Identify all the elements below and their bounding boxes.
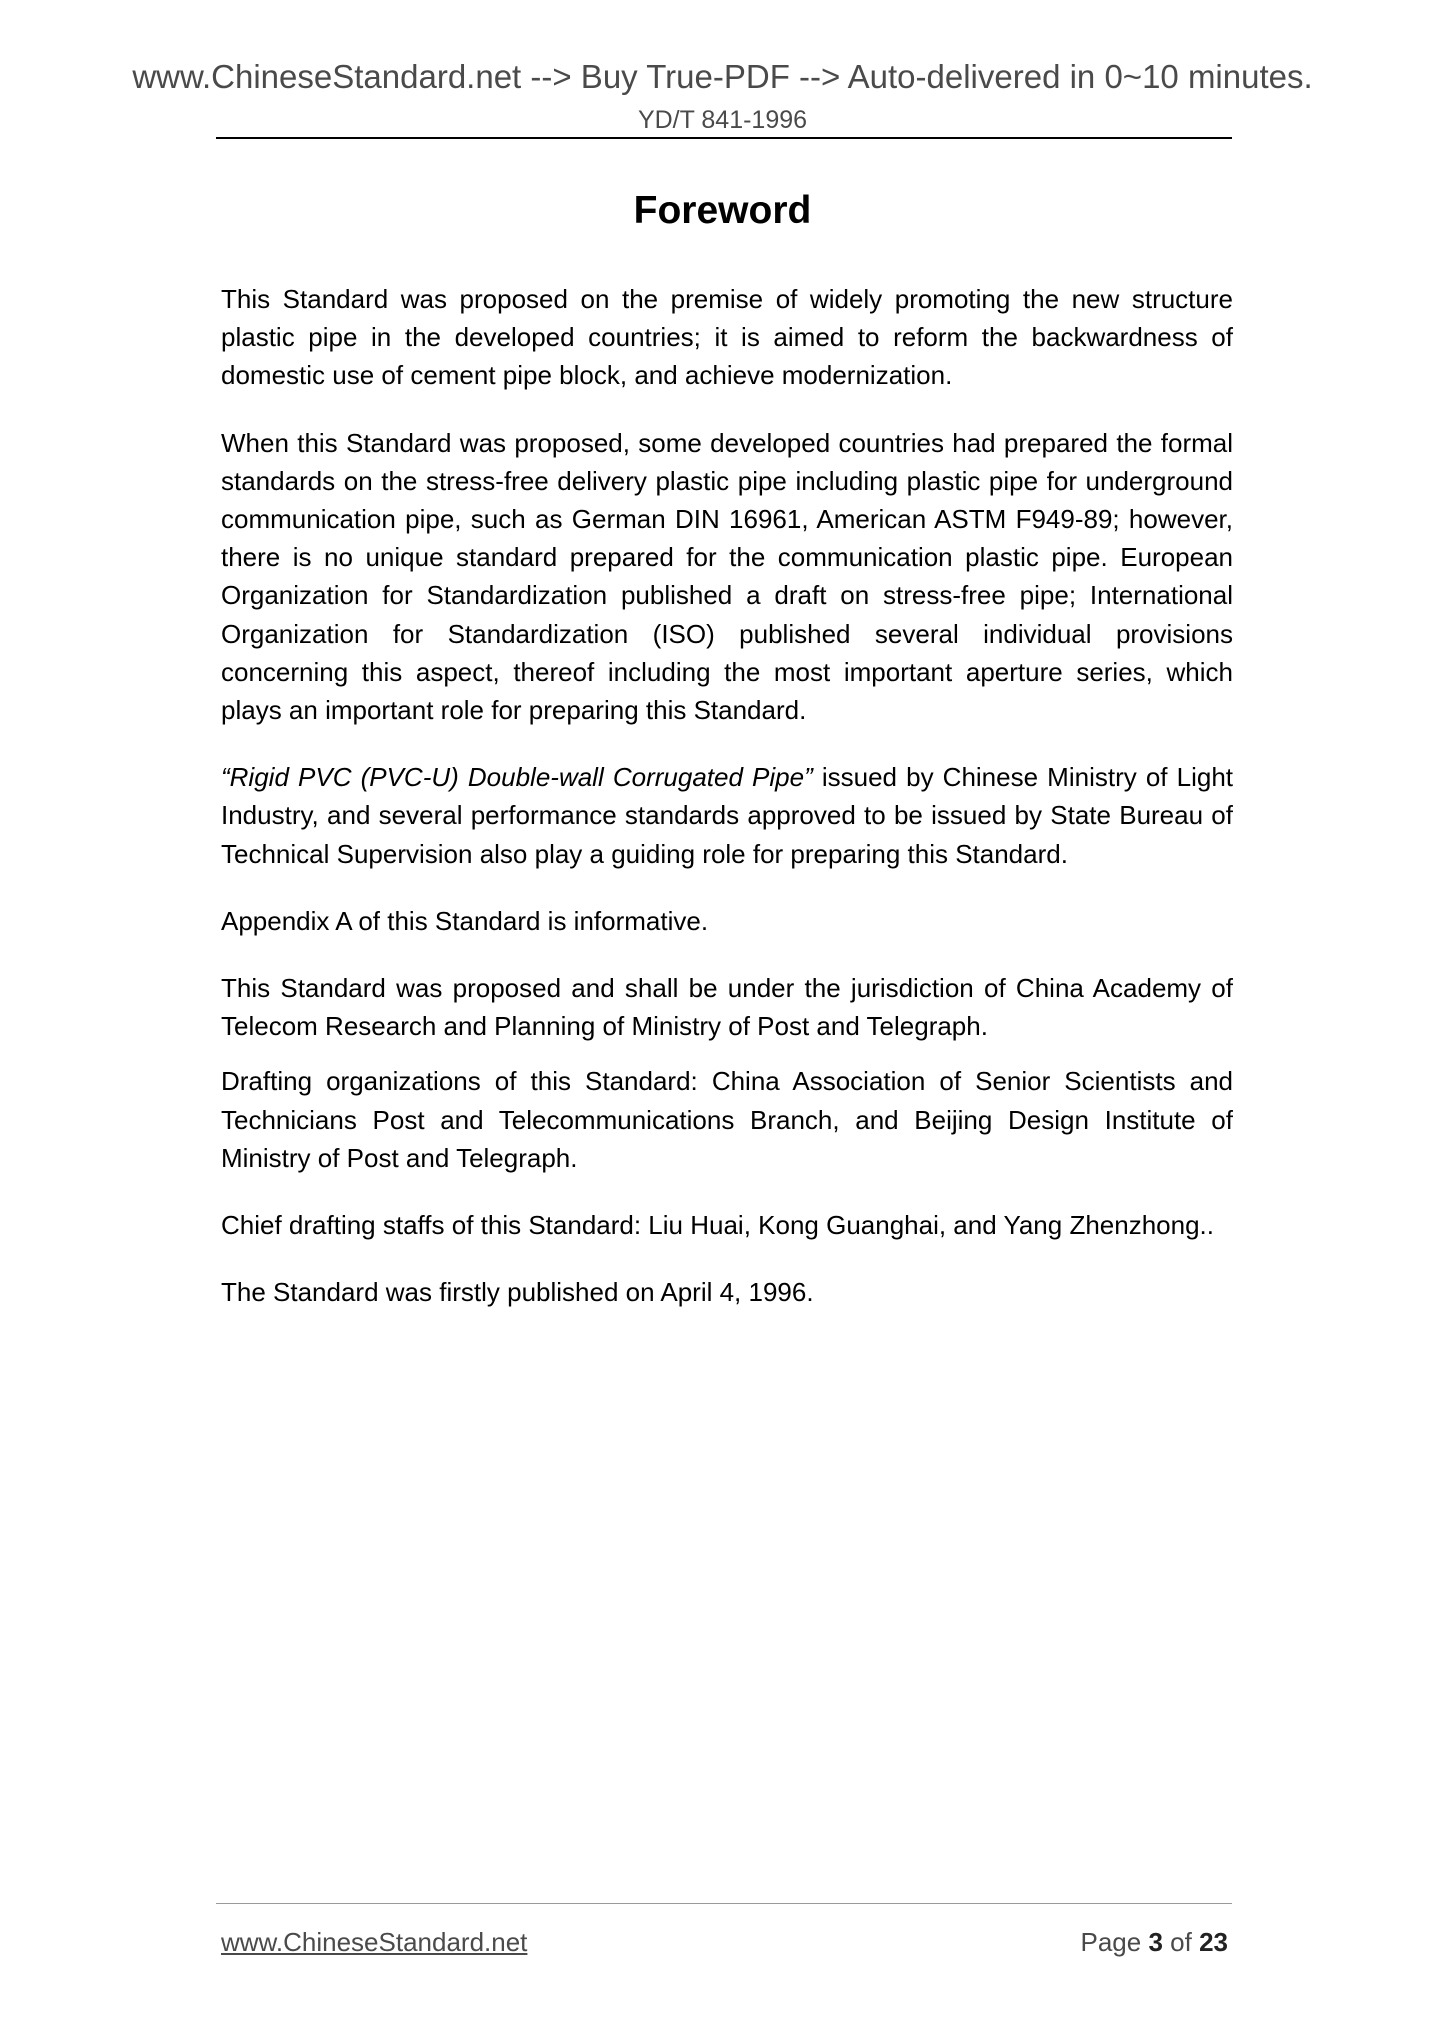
header-divider <box>216 137 1232 139</box>
paragraph-drafting-staff: Chief drafting staffs of this Standard: Liu Huai, Kong Guanghai, and Yang Zhenzhong.. <box>221 1210 1215 1241</box>
page-title: Foreword <box>633 189 812 232</box>
paragraph-references <box>221 758 1233 873</box>
paragraph-references-text: issued by Chinese Ministry of Light Industry, and several performance standards approved to be issued by State Bureau of Technical Supervision also play a guiding role for preparing this Standard. <box>221 762 1234 869</box>
foreword-body <box>221 280 1233 1340</box>
paragraph-drafting-organizations: Drafting organizations of this Standard: China Association of Senior Scientists and Technicians Post and Telecommunications Branch, and Beijing Design Institute of Ministry of Post and Telegraph. <box>221 1066 1233 1173</box>
footer-website-link[interactable]: www.ChineseStandard.net <box>221 1927 528 1957</box>
page-indicator <box>1080 1927 1228 1958</box>
footer-divider <box>216 1903 1232 1904</box>
paragraph-publication: The Standard was firstly published on April 4, 1996. <box>221 1277 814 1308</box>
paragraph-jurisdiction: This Standard was proposed and shall be under the jurisdiction of China Academy of Telecom Research and Planning of Ministry of Post and Telegraph. <box>221 973 1233 1042</box>
header-banner: www.ChineseStandard.net --> Buy True-PDF --> Auto-delivered in 0~10 minutes. <box>132 58 1313 95</box>
referenced-standard-title: “Rigid PVC (PVC-U) Double-wall Corrugated Pipe” <box>221 762 813 793</box>
page-total: 23 <box>1199 1927 1228 1957</box>
page-current: 3 <box>1148 1927 1163 1957</box>
page-of: of <box>1170 1927 1192 1957</box>
paragraph-purpose: This Standard was proposed on the premise of widely promoting the new structure plastic pipe in the developed countries; it is aimed to reform the backwardness of domestic use of cement pipe block, and achieve modernization. <box>221 284 1233 391</box>
paragraph-background: When this Standard was proposed, some developed countries had prepared the formal standards on the stress-free delivery plastic pipe including plastic pipe for underground communication pipe, such as German DIN 16961, American ASTM F949-89; however, there is no unique standard prepared for the communication plastic pipe. European Organization for Standardization published a draft on stress-free pipe; International Organization for Standardization (ISO) published several individual provisions concerning this aspect, thereof including the most important aperture series, which plays an important role for preparing this Standard. <box>221 427 1233 726</box>
page-word: Page <box>1080 1927 1142 1957</box>
paragraph-appendix: Appendix A of this Standard is informative. <box>221 905 709 936</box>
standard-code: YD/T 841-1996 <box>637 106 808 134</box>
